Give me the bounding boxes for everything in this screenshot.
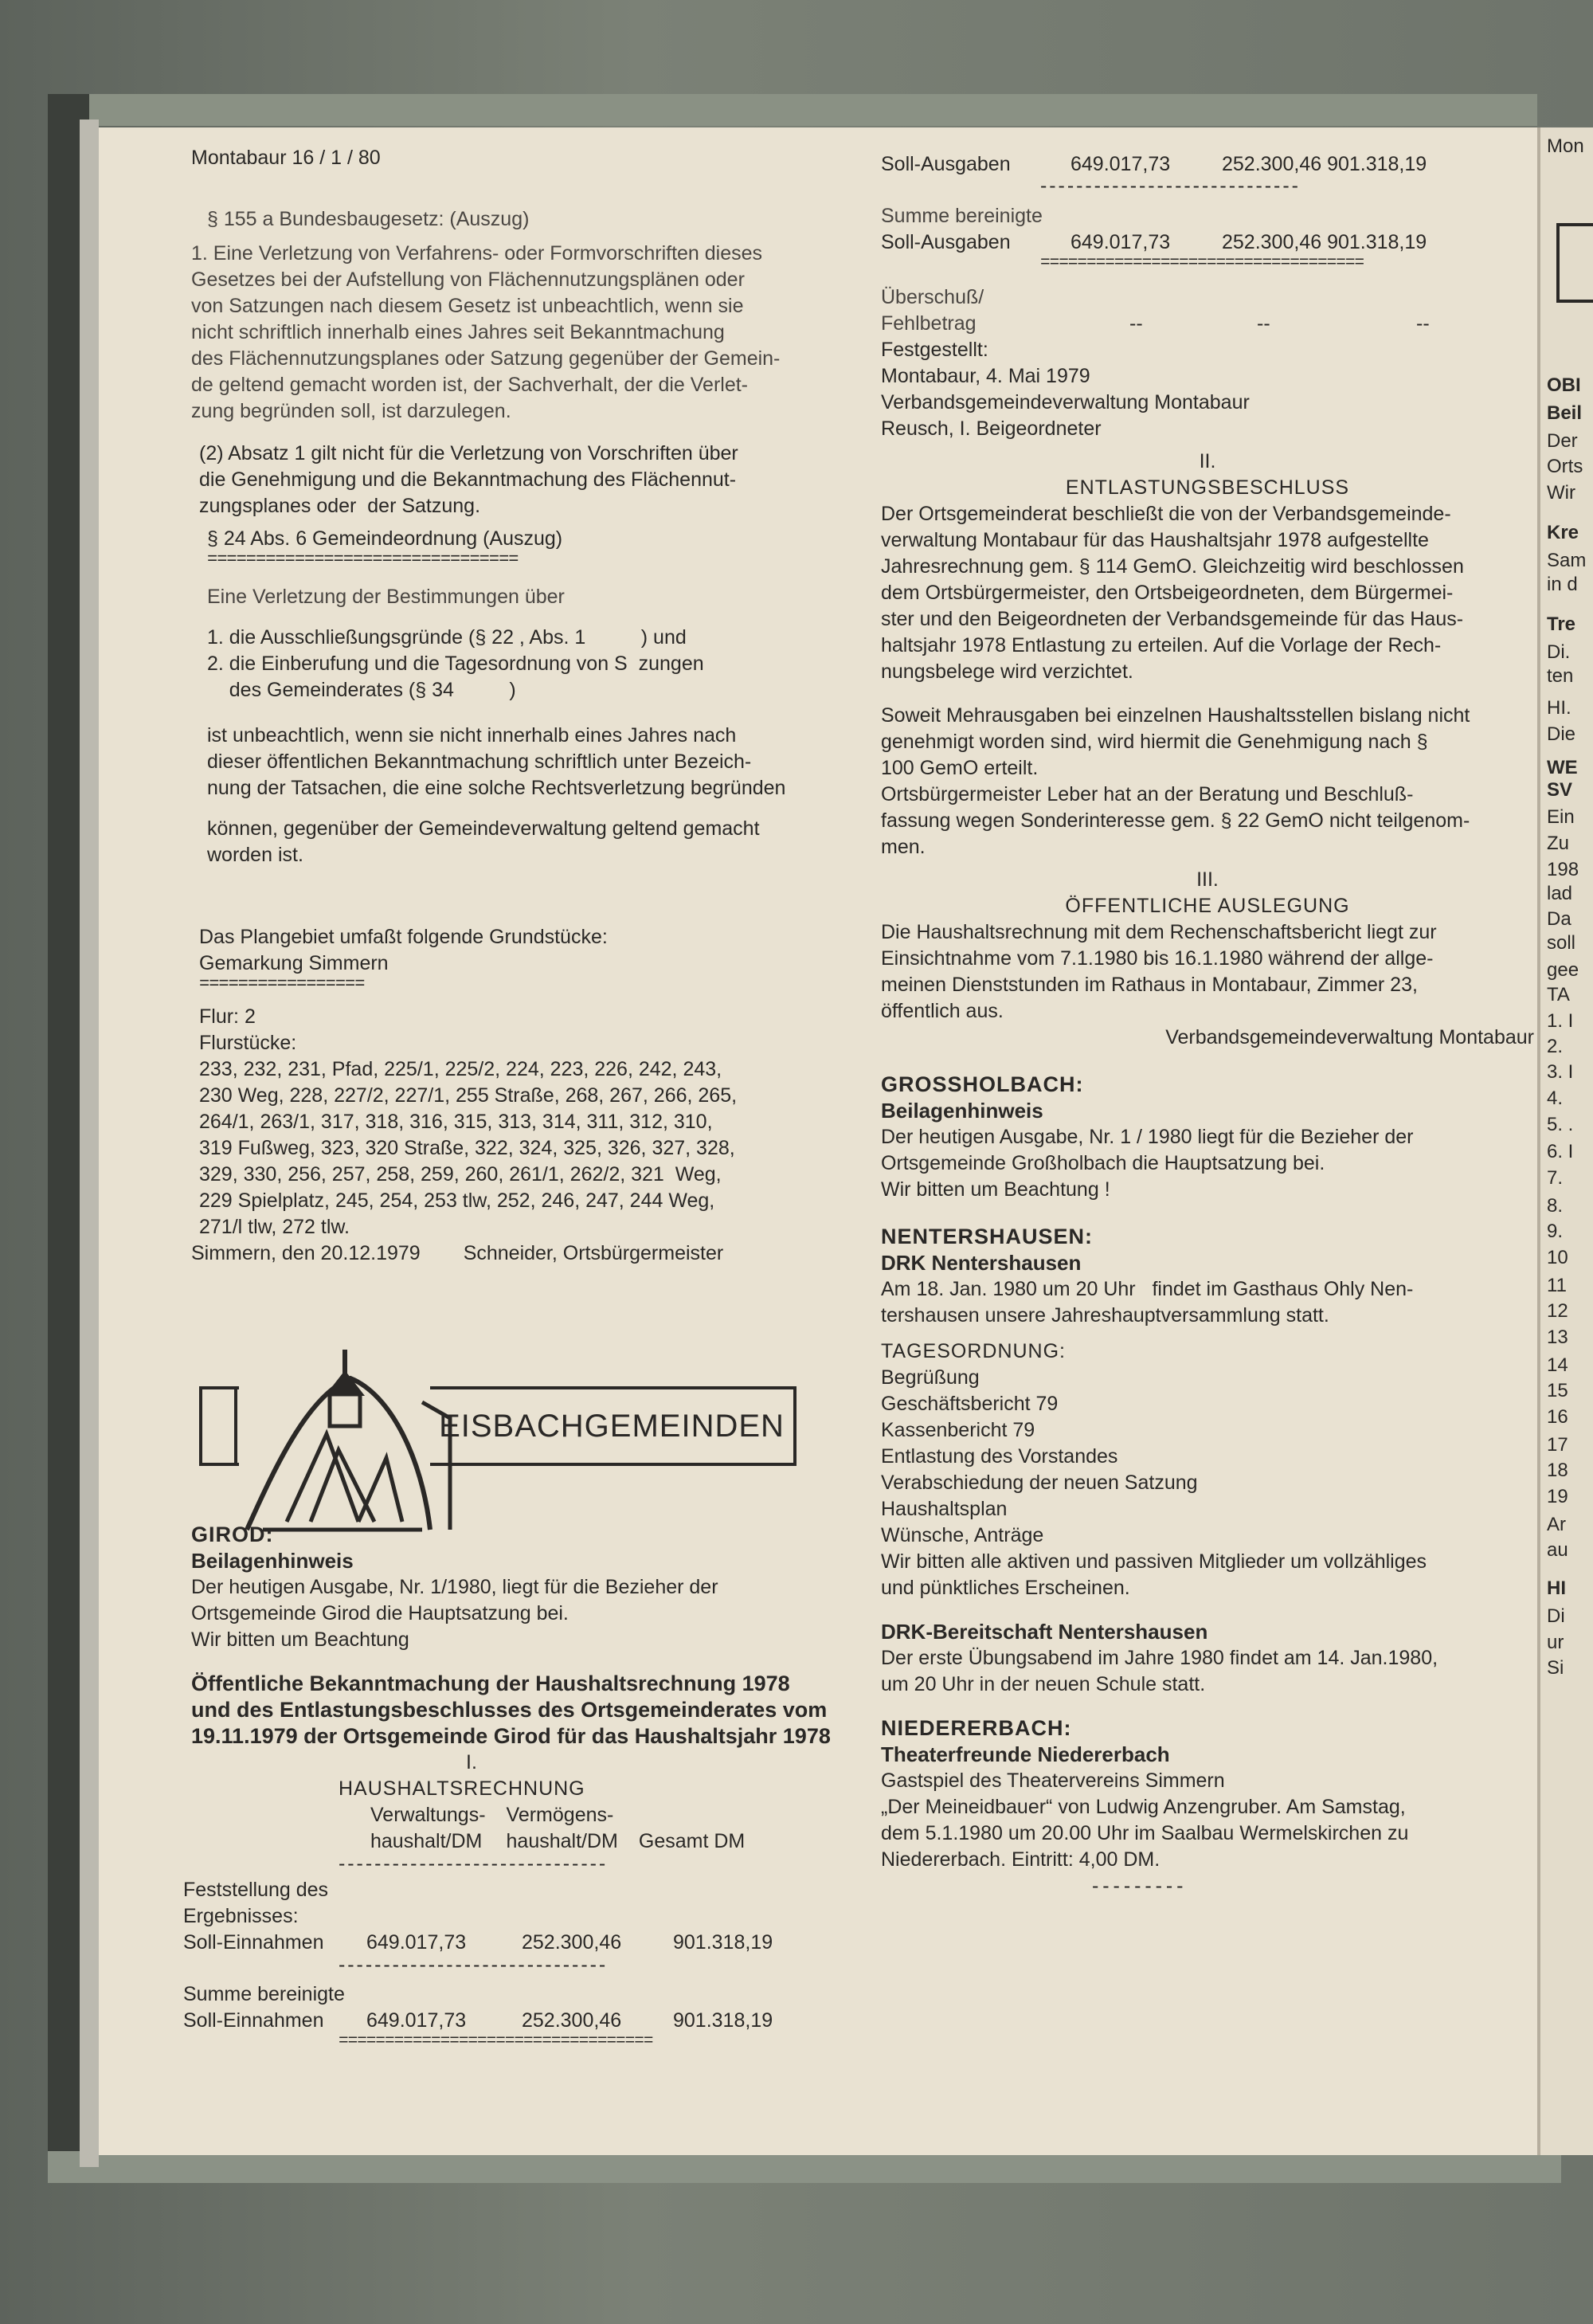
adjacent-page-text: 13 — [1547, 1327, 1568, 1348]
bbaug-p2-line: (2) Absatz 1 gilt nicht für die Verletzung von Vorschriften über — [199, 442, 738, 464]
summe-einnahmen-row — [183, 2008, 876, 2034]
adjacent-page-box — [1556, 223, 1593, 303]
adjacent-page-text: Orts — [1547, 456, 1583, 477]
fehlbetrag-label: Fehlbetrag — [881, 312, 977, 335]
adjacent-page-text: Zu — [1547, 833, 1570, 854]
gemo-items — [191, 625, 876, 703]
feststellung-label — [183, 1877, 876, 1930]
bbaug-p1-line: Gesetzes bei der Aufstellung von Flächennutzungsplänen oder — [191, 268, 745, 291]
adjacent-page-text: TA — [1547, 984, 1570, 1005]
adjacent-page-text: Beil — [1547, 402, 1583, 424]
adjacent-page-text: 6. I — [1547, 1141, 1574, 1162]
plan-parcel-line: 229 Spielplatz, 245, 254, 253 tlw, 252, 246, 247, 244 Weg, — [199, 1189, 715, 1212]
adjacent-page-text: Da — [1547, 908, 1571, 930]
gemo-rule: ================================ — [207, 550, 519, 570]
gemo-p-line: nung der Tatsachen, die eine solche Rechtsverletzung begründen — [207, 777, 786, 799]
bbaug-title: § 155 a Bundesbaugesetz: (Auszug) — [207, 208, 530, 230]
entlastung-p-line: dem Ortsbürgermeister, den Ortsbeigeordneten, dem Bürgermei- — [881, 582, 1454, 604]
adjacent-page-text: au — [1547, 1539, 1568, 1561]
girod-p-line: Wir bitten um Beachtung — [191, 1628, 409, 1651]
plan-parcel-line: 233, 232, 231, Pfad, 225/1, 225/2, 224, 223, 226, 242, 243, — [199, 1058, 722, 1080]
tagesordnung-item-line: Kassenbericht 79 — [881, 1419, 1035, 1441]
adjacent-page-text: HI — [1547, 1577, 1566, 1599]
mehr-p-line: Ortsbürgermeister Leber hat an der Beratung und Beschluß- — [881, 783, 1414, 805]
gemo-p-line: ist unbeachtlich, wenn sie nicht innerhalb eines Jahres nach — [207, 724, 737, 747]
plan-parcel-line: 271/l tlw, 272 tlw. — [199, 1216, 350, 1238]
adjacent-page-text: 11 — [1547, 1275, 1567, 1296]
adjacent-page-text: Di. — [1547, 641, 1571, 663]
auslegung-p-line: öffentlich aus. — [881, 1000, 1004, 1022]
plan-sign-name: Schneider, Ortsbürgermeister — [463, 1242, 724, 1264]
bbaug-p1-line: zung begründen soll, ist darzulegen. — [191, 400, 511, 422]
nent-p-line: Am 18. Jan. 1980 um 20 Uhr findet im Gasthaus Ohly Nen- — [881, 1278, 1414, 1300]
plan-flurstuecke: Flurstücke: — [199, 1032, 297, 1054]
page-gutter — [80, 120, 99, 2167]
gemo-item-line: 2. die Einberufung und die Tagesordnung von S zungen — [207, 653, 704, 675]
end-rule: - - - - - - - - - — [1092, 1875, 1183, 1897]
plan-intro: Das Plangebiet umfaßt folgende Grundstücke: — [199, 926, 608, 948]
adjacent-page-text: soll — [1547, 932, 1576, 954]
bbaug-p2-line: die Genehmigung und die Bekanntmachung des Flächennut- — [199, 468, 737, 491]
adjacent-page-text: OBI — [1547, 374, 1581, 396]
adjacent-page-text: Ar — [1547, 1514, 1566, 1535]
summe-ausgaben-row — [881, 229, 1534, 256]
adjacent-page-text: lad — [1547, 883, 1573, 904]
grossholbach-subtitle: Beilagenhinweis — [881, 1099, 1043, 1123]
adjacent-page-text: 16 — [1547, 1406, 1568, 1428]
tagesordnung-title: TAGESORDNUNG: — [881, 1340, 1066, 1362]
drk-bereitschaft-title: DRK-Bereitschaft Nentershausen — [881, 1620, 1208, 1644]
fehlbetrag-gesamt: -- — [1416, 312, 1430, 335]
plan-parcel-list — [191, 1056, 876, 1240]
soll-ausgaben-rest: 252.300,46 901.318,19 — [1222, 153, 1427, 175]
adjacent-page-text: 4. — [1547, 1088, 1564, 1109]
bbaug-paragraph-2 — [191, 441, 876, 519]
girod-p-line: Der heutigen Ausgabe, Nr. 1/1980, liegt für die Bezieher der — [191, 1576, 718, 1598]
binder-bottom-edge — [48, 2151, 1561, 2183]
entlastung-p-line: ster und den Beigeordneten der Verbandsgemeinde für das Haus- — [881, 608, 1464, 630]
adjacent-page-text: gee — [1547, 959, 1579, 981]
adjacent-page-edge — [1537, 127, 1593, 2155]
entlastung-p-line: nungsbelege wird verzichtet. — [881, 660, 1133, 683]
gemo-p-line: dieser öffentlichen Bekanntmachung schriftlich unter Bezeich- — [207, 750, 752, 773]
fehlbetrag-verwaltung: -- — [1129, 312, 1143, 335]
soll-ausgaben-verwaltung: 649.017,73 — [1070, 153, 1171, 175]
drk-bereitschaft-paragraph — [881, 1645, 1534, 1698]
summe-einnahmen-gesamt: 901.318,19 — [673, 2009, 773, 2032]
adjacent-page-text: 12 — [1547, 1300, 1568, 1322]
adjacent-page-text: Mon — [1547, 135, 1584, 157]
fehlbetrag-vermoegen: -- — [1257, 312, 1270, 335]
summe-einnahmen-vermoegen: 252.300,46 — [522, 2009, 622, 2032]
niedererbach-subtitle: Theaterfreunde Niedererbach — [881, 1742, 1170, 1766]
gemo-item-line: 1. die Ausschließungsgründe (§ 22 , Abs. 1 ) und — [207, 626, 687, 649]
gemo-paragraph-2 — [191, 816, 876, 868]
nentershausen-paragraph — [881, 1276, 1534, 1329]
plan-flur: Flur: 2 — [199, 1005, 256, 1028]
auslegung-p-line: Die Haushaltsrechnung mit dem Rechenschaftsbericht liegt zur — [881, 921, 1437, 943]
mehr-p-line: genehmigt worden sind, wird hiermit die Genehmigung nach § — [881, 731, 1428, 753]
right-column — [881, 151, 1534, 1899]
adjacent-page-text: 2. — [1547, 1036, 1564, 1057]
tagesordnung-item-line: Geschäftsbericht 79 — [881, 1393, 1059, 1415]
adjacent-page-text: 8. — [1547, 1195, 1564, 1217]
bbaug-paragraph-1 — [191, 241, 876, 425]
nentershausen-title: NENTERSHAUSEN: — [881, 1225, 1094, 1248]
adjacent-page-text: Di — [1547, 1605, 1565, 1627]
eisbach-logo — [199, 1338, 836, 1538]
auslegung-p-line: Einsichtnahme vom 7.1.1980 bis 16.1.1980 während der allge- — [881, 947, 1434, 970]
gemo-paragraph — [191, 723, 876, 801]
nent-p-line: tershausen unsere Jahreshauptversammlung statt. — [881, 1304, 1329, 1327]
plan-parcel-line: 319 Fußweg, 323, 320 Straße, 322, 324, 325, 326, 327, 328, — [199, 1137, 735, 1159]
gross-p-line: Der heutigen Ausgabe, Nr. 1 / 1980 liegt für die Bezieher der — [881, 1126, 1414, 1148]
girod-section — [183, 1522, 876, 2051]
soll-einnahmen-gesamt: 901.318,19 — [673, 1931, 773, 1954]
bbaug-p1-line: des Flächennutzungsplanes oder Satzung gegenüber der Gemein- — [191, 347, 781, 370]
adjacent-page-text: 10 — [1547, 1247, 1568, 1268]
roman-two: II. — [1199, 450, 1216, 472]
entlastung-p-line: Der Ortsgemeinderat beschließt die von der Verbandsgemeinde- — [881, 503, 1451, 525]
ueberschuss-label: Überschuß/ — [881, 286, 984, 308]
tagesordnung-item-line: Haushaltsplan — [881, 1498, 1008, 1520]
plan-gemarkung: Gemarkung Simmern — [199, 952, 389, 974]
mehrausgaben-paragraph — [881, 703, 1534, 860]
entlastung-paragraph — [881, 501, 1534, 685]
plan-sign-place: Simmern, den 20.12.1979 — [191, 1242, 421, 1264]
soll-einnahmen-vermoegen: 252.300,46 — [522, 1931, 622, 1954]
adjacent-page-text: 14 — [1547, 1354, 1568, 1376]
dash-rule-1: - - - - - - - - - - - - - - - - - - - - - - - - - - - - - - — [339, 1852, 605, 1875]
gemo-p2-line: worden ist. — [207, 844, 303, 866]
gemo-item-line: des Gemeinderates (§ 34 ) — [207, 679, 516, 701]
plan-parcel-line: 230 Weg, 228, 227/2, 227/1, 255 Straße, 268, 267, 266, 265, — [199, 1084, 738, 1107]
girod-bek-line: Öffentliche Bekanntmachung der Haushaltsrechnung 1978 — [191, 1671, 790, 1695]
festgestellt-org: Verbandsgemeindeverwaltung Montabaur — [881, 391, 1250, 413]
festgestellt-place: Montabaur, 4. Mai 1979 — [881, 365, 1090, 387]
adjacent-page-text: WE — [1547, 757, 1578, 778]
plan-rule: ================= — [199, 974, 365, 994]
roman-three: III. — [1196, 868, 1219, 891]
col-head-vermoegen-b: haushalt/DM — [506, 1830, 618, 1852]
adjacent-page-text: 3. I — [1547, 1061, 1574, 1083]
adjacent-page-text: 9. — [1547, 1221, 1564, 1242]
tagesordnung-item-line: Wir bitten alle aktiven und passiven Mitglieder um vollzähliges — [881, 1550, 1427, 1573]
adjacent-page-text: Tre — [1547, 613, 1576, 635]
adjacent-page-text: 19 — [1547, 1486, 1568, 1507]
mehr-p-line: fassung wegen Sonderinteresse gem. § 22 GemO nicht teilgenom- — [881, 809, 1470, 832]
haushalt-column-heads — [191, 1802, 876, 1855]
girod-bek-line: 19.11.1979 der Ortsgemeinde Girod für das Haushaltsjahr 1978 — [191, 1724, 831, 1748]
entlastung-title: ENTLASTUNGSBESCHLUSS — [1065, 476, 1350, 499]
girod-p-line: Ortsgemeinde Girod die Hauptsatzung bei. — [191, 1602, 569, 1624]
summe-ausgaben-rest: 252.300,46 901.318,19 — [1222, 231, 1427, 253]
summe-ausgaben-label: Soll-Ausgaben — [881, 231, 1011, 253]
adjacent-page-text: 17 — [1547, 1434, 1568, 1456]
nied-p-line: dem 5.1.1980 um 20.00 Uhr im Saalbau Wermelskirchen zu — [881, 1822, 1409, 1844]
nied-p-line: Gastspiel des Theatervereins Simmern — [881, 1769, 1225, 1792]
soll-einnahmen-verwaltung: 649.017,73 — [366, 1931, 467, 1954]
niedererbach-paragraph — [881, 1768, 1534, 1873]
feststellung-line: Feststellung des — [183, 1879, 329, 1901]
soll-ausgaben-label: Soll-Ausgaben — [881, 153, 1011, 175]
col-head-verwaltung-b: haushalt/DM — [370, 1830, 483, 1852]
adjacent-page-text: ten — [1547, 665, 1574, 687]
adjacent-page-text: 7. — [1547, 1167, 1564, 1189]
bbaug-p1-line: nicht schriftlich innerhalb eines Jahres seit Bekanntmachung — [191, 321, 725, 343]
soll-einnahmen-row — [183, 1930, 876, 1956]
adjacent-page-text: 1. I — [1547, 1010, 1574, 1032]
gemo-intro: Eine Verletzung der Bestimmungen über — [207, 586, 565, 608]
soll-einnahmen-label: Soll-Einnahmen — [183, 1931, 324, 1954]
girod-subtitle: Beilagenhinweis — [191, 1549, 354, 1573]
auslegung-sign: Verbandsgemeindeverwaltung Montabaur — [1165, 1026, 1534, 1048]
girod-bek-line: und des Entlastungsbeschlusses des Ortsgemeinderates vom — [191, 1698, 828, 1722]
girod-announcement-title — [191, 1671, 876, 1750]
summe-ausgaben-verwaltung: 649.017,73 — [1070, 231, 1171, 253]
entlastung-p-line: verwaltung Montabaur für das Haushaltsjahr 1978 aufgestellte — [881, 529, 1429, 551]
auslegung-p-line: meinen Dienststunden im Rathaus in Montabaur, Zimmer 23, — [881, 974, 1418, 996]
fehlbetrag-row — [881, 311, 1534, 337]
right-eq-rule: =================================== — [1040, 254, 1364, 272]
bbaug-p1-line: von Satzungen nach diesem Gesetz ist unbeachtlich, wenn sie — [191, 295, 744, 317]
festgestellt-label: Festgestellt: — [881, 339, 988, 361]
haushalt-title: HAUSHALTSRECHNUNG — [339, 1777, 585, 1800]
tagesordnung-list — [881, 1365, 1534, 1601]
drk-p-line: Der erste Übungsabend im Jahre 1980 findet am 14. Jan.1980, — [881, 1647, 1438, 1669]
feststellung-line: Ergebnisses: — [183, 1905, 299, 1927]
grossholbach-paragraph — [881, 1124, 1534, 1203]
right-dash-rule-1: - - - - - - - - - - - - - - - - - - - - - - - - - - - - - — [1040, 174, 1297, 197]
drk-p-line: um 20 Uhr in der neuen Schule statt. — [881, 1673, 1206, 1695]
adjacent-page-text: 15 — [1547, 1380, 1568, 1401]
mehr-p-line: men. — [881, 836, 926, 858]
grossholbach-title: GROSSHOLBACH: — [881, 1072, 1084, 1096]
adjacent-page-text: Si — [1547, 1657, 1564, 1679]
adjacent-page-text: ur — [1547, 1632, 1564, 1653]
summe-einnahmen-label: Soll-Einnahmen — [183, 2009, 324, 2032]
summe-einnahmen-verwaltung: 649.017,73 — [366, 2009, 467, 2032]
mehr-p-line: 100 GemO erteilt. — [881, 757, 1039, 779]
girod-title: GIROD: — [191, 1523, 274, 1546]
col-head-verwaltung-a: Verwaltungs- — [370, 1804, 486, 1826]
bbaug-p2-line: zungsplanes oder der Satzung. — [199, 495, 481, 517]
tagesordnung-item-line: Entlastung des Vorstandes — [881, 1445, 1118, 1468]
eq-rule-1: ================================== — [339, 2032, 653, 2051]
festgestellt-name: Reusch, I. Beigeordneter — [881, 417, 1102, 440]
entlastung-p-line: Jahresrechnung gem. § 114 GemO. Gleichzeitig wird beschlossen — [881, 555, 1464, 578]
dash-rule-2: - - - - - - - - - - - - - - - - - - - - - - - - - - - - - - — [339, 1954, 605, 1976]
nied-p-line: „Der Meineidbauer“ von Ludwig Anzengruber. Am Samstag, — [881, 1796, 1406, 1818]
entlastung-p-line: haltsjahr 1978 Entlastung zu erteilen. Auf die Vorlage der Rech- — [881, 634, 1442, 656]
adjacent-page-text: 5. . — [1547, 1114, 1574, 1135]
adjacent-page-text: 18 — [1547, 1460, 1568, 1481]
mehr-p-line: Soweit Mehrausgaben bei einzelnen Haushaltsstellen bislang nicht — [881, 704, 1470, 727]
adjacent-page-text: Ein — [1547, 806, 1575, 828]
auslegung-title: ÖFFENTLICHE AUSLEGUNG — [1065, 895, 1350, 917]
roman-one: I. — [466, 1751, 477, 1773]
adjacent-page-text: Sam — [1547, 550, 1587, 571]
adjacent-page-text: HI. — [1547, 697, 1571, 719]
adjacent-page-text: SV — [1547, 779, 1573, 801]
nentershausen-subtitle: DRK Nentershausen — [881, 1251, 1082, 1275]
left-column — [191, 143, 876, 1267]
auslegung-paragraph — [881, 919, 1534, 1025]
bbaug-p1-line: de geltend gemacht worden ist, der Sachverhalt, der die Verlet- — [191, 374, 749, 396]
logo-banner: EISBACHGEMEINDEN — [430, 1386, 796, 1466]
plan-signature — [191, 1240, 876, 1267]
plan-parcel-line: 329, 330, 256, 257, 258, 259, 260, 261/1, 262/2, 321 Weg, — [199, 1163, 722, 1186]
niedererbach-title: NIEDERERBACH: — [881, 1716, 1072, 1740]
adjacent-page-text: 198 — [1547, 859, 1579, 880]
tagesordnung-item-line: Verabschiedung der neuen Satzung — [881, 1472, 1198, 1494]
col-head-vermoegen-a: Vermögens- — [506, 1804, 614, 1826]
col-head-gesamt: Gesamt DM — [638, 1830, 746, 1852]
gemo-title: § 24 Abs. 6 Gemeindeordnung (Auszug) — [207, 527, 563, 550]
tagesordnung-item-line: Begrüßung — [881, 1366, 980, 1389]
girod-paragraph — [191, 1574, 876, 1653]
adjacent-page-text: Kre — [1547, 522, 1579, 543]
page-reference: Montabaur 16 / 1 / 80 — [191, 147, 381, 169]
tagesordnung-item-line: und pünktliches Erscheinen. — [881, 1577, 1130, 1599]
summe-label: Summe bereinigte — [183, 1983, 345, 2005]
adjacent-page-text: Die — [1547, 723, 1576, 745]
adjacent-page-text: Der — [1547, 430, 1578, 452]
gross-p-line: Ortsgemeinde Großholbach die Hauptsatzung bei. — [881, 1152, 1325, 1174]
adjacent-page-text: in d — [1547, 574, 1578, 595]
nied-p-line: Niedererbach. Eintritt: 4,00 DM. — [881, 1848, 1161, 1871]
right-summe-label: Summe bereinigte — [881, 205, 1043, 227]
gross-p-line: Wir bitten um Beachtung ! — [881, 1178, 1110, 1201]
tagesordnung-item-line: Wünsche, Anträge — [881, 1524, 1044, 1546]
binder-top-edge — [48, 94, 1537, 126]
plan-parcel-line: 264/1, 263/1, 317, 318, 316, 315, 313, 314, 311, 312, 310, — [199, 1111, 713, 1133]
bbaug-p1-line: 1. Eine Verletzung von Verfahrens- oder Formvorschriften dieses — [191, 242, 763, 265]
adjacent-page-text: Wir — [1547, 482, 1575, 504]
gemo-p2-line: können, gegenüber der Gemeindeverwaltung geltend gemacht — [207, 817, 760, 840]
